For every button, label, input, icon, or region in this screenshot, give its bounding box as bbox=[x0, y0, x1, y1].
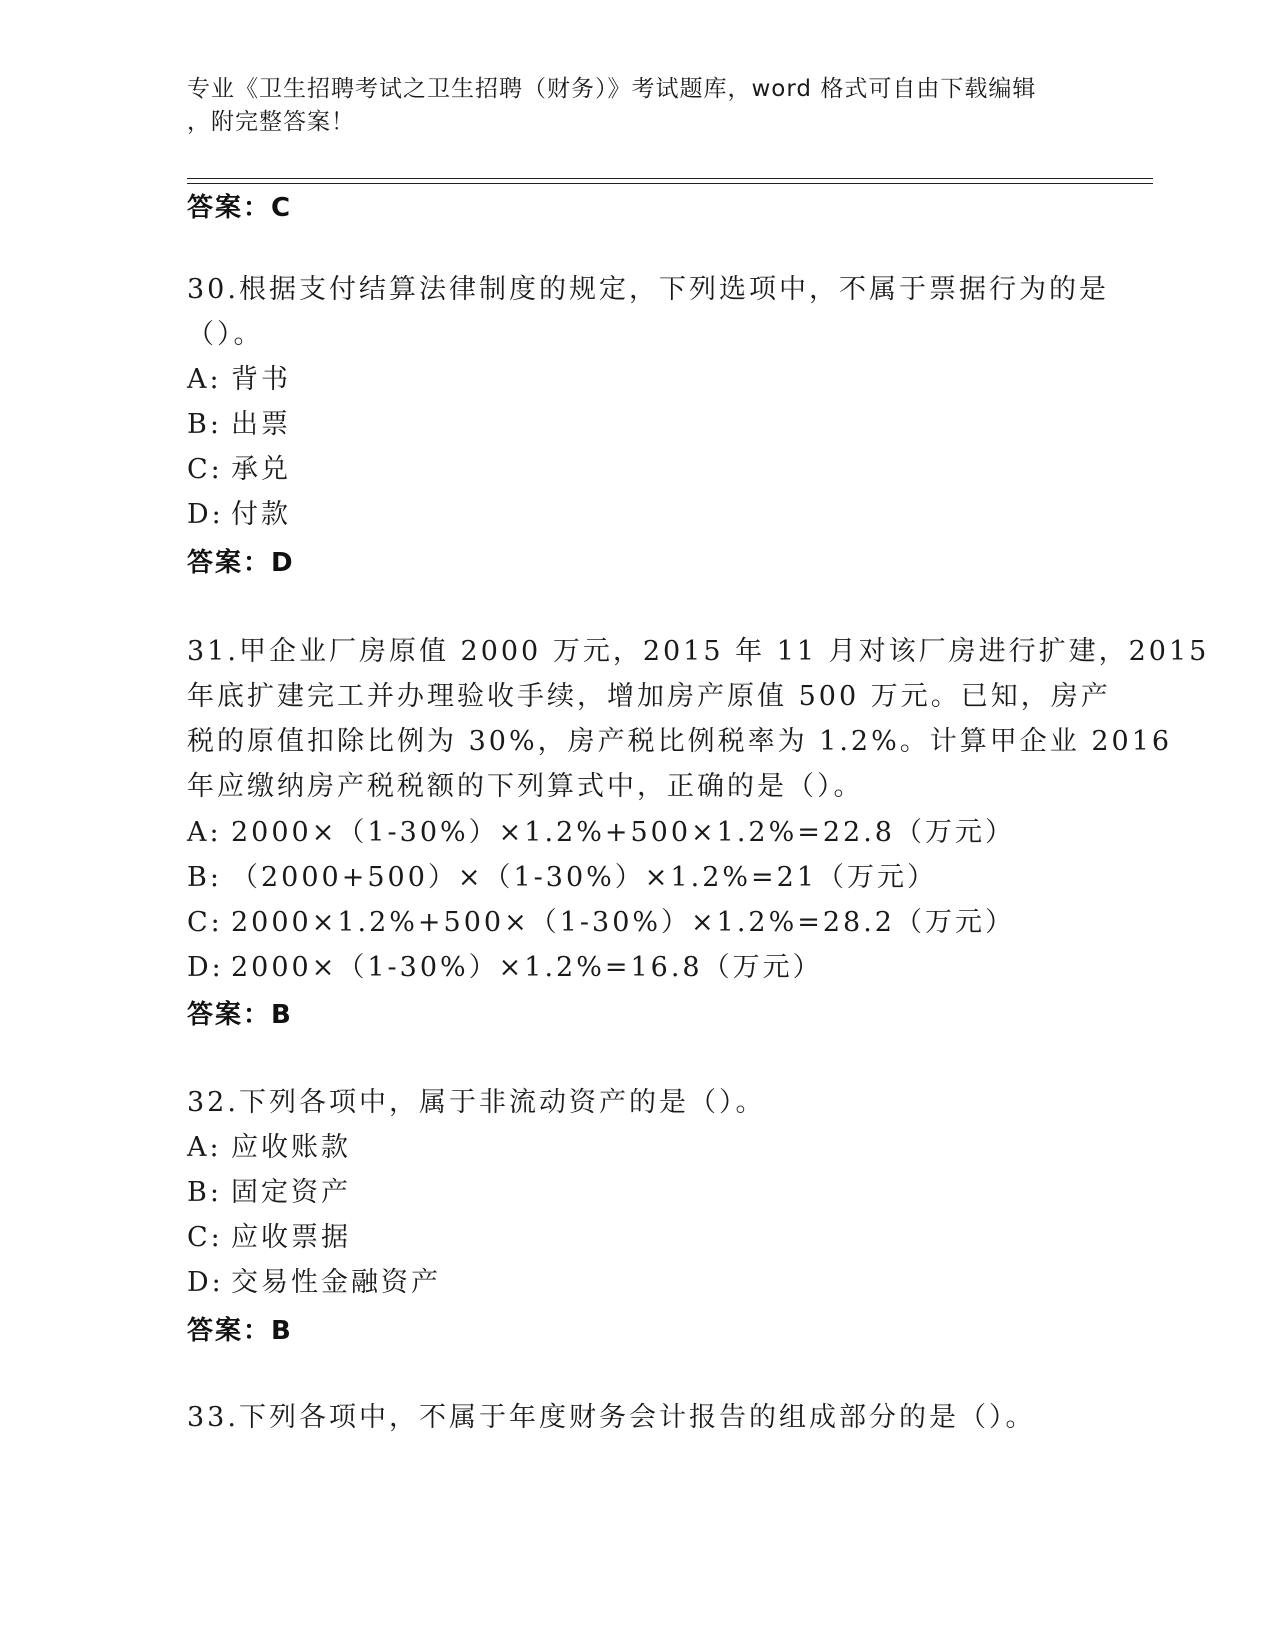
answer-prev: 答案：C bbox=[187, 193, 293, 223]
header-rule-top bbox=[187, 178, 1153, 179]
q31-option-a bbox=[187, 815, 1015, 851]
option-letter: D: bbox=[187, 499, 224, 530]
q31-option-d bbox=[187, 950, 823, 986]
option-letter: A: bbox=[187, 364, 222, 395]
option-text: 应收账款 bbox=[231, 1132, 351, 1163]
option-text: （2000+500）×（1-30%）×1.2%=21（万元） bbox=[231, 862, 938, 893]
q33-stem-line-1: 33.下列各项中，不属于年度财务会计报告的组成部分的是（）。 bbox=[187, 1402, 1036, 1433]
option-text: 承兑 bbox=[231, 454, 291, 485]
q30-option-c bbox=[187, 452, 291, 488]
q32-option-c bbox=[187, 1220, 351, 1256]
option-text: 应收票据 bbox=[231, 1222, 351, 1253]
q32-answer: 答案：B bbox=[187, 1316, 293, 1346]
option-text: 付款 bbox=[231, 499, 291, 530]
q32-option-d bbox=[187, 1265, 441, 1301]
q30-option-b bbox=[187, 407, 291, 443]
option-text: 2000×（1-30%）×1.2%=16.8（万元） bbox=[231, 952, 823, 983]
option-text: 出票 bbox=[231, 409, 291, 440]
option-letter: B: bbox=[187, 862, 222, 893]
option-text: 固定资产 bbox=[231, 1177, 351, 1208]
option-letter: D: bbox=[187, 952, 224, 983]
q30-answer: 答案：D bbox=[187, 548, 295, 578]
option-letter: A: bbox=[187, 817, 222, 848]
option-letter: D: bbox=[187, 1267, 224, 1298]
q31-stem-line-3: 税的原值扣除比例为 30%，房产税比例税率为 1.2%。计算甲企业 2016 bbox=[187, 726, 1173, 757]
q32-option-a bbox=[187, 1130, 351, 1166]
q30-option-a bbox=[187, 362, 291, 398]
q32-stem-line-1: 32.下列各项中，属于非流动资产的是（）。 bbox=[187, 1087, 766, 1118]
document-header bbox=[187, 73, 1067, 139]
header-rule-bottom bbox=[187, 183, 1153, 184]
q31-stem-line-4: 年应缴纳房产税税额的下列算式中，正确的是（）。 bbox=[187, 771, 864, 802]
q30-stem-line-1: 30.根据支付结算法律制度的规定，下列选项中，不属于票据行为的是 bbox=[187, 274, 1109, 305]
option-letter: C: bbox=[187, 907, 223, 938]
q30-option-d bbox=[187, 497, 291, 533]
option-letter: B: bbox=[187, 1177, 222, 1208]
option-text: 2000×（1-30%）×1.2%+500×1.2%=22.8（万元） bbox=[231, 817, 1015, 848]
q31-stem-line-2: 年底扩建完工并办理验收手续，增加房产原值 500 万元。已知，房产 bbox=[187, 681, 1111, 712]
q30-stem-line-2: （）。 bbox=[187, 319, 264, 350]
q32-option-b bbox=[187, 1175, 351, 1211]
q31-answer: 答案：B bbox=[187, 1000, 293, 1030]
option-text: 背书 bbox=[231, 364, 291, 395]
header-line-2: ，附完整答案！ bbox=[187, 109, 355, 135]
q31-option-c bbox=[187, 905, 1015, 941]
option-letter: A: bbox=[187, 1132, 222, 1163]
option-letter: C: bbox=[187, 454, 223, 485]
header-line-1: 专业《卫生招聘考试之卫生招聘（财务）》考试题库，word 格式可自由下载编辑 bbox=[187, 76, 1037, 102]
q31-stem-line-1: 31.甲企业厂房原值 2000 万元，2015 年 11 月对该厂房进行扩建，2015 bbox=[187, 636, 1210, 667]
option-text: 2000×1.2%+500×（1-30%）×1.2%=28.2（万元） bbox=[231, 907, 1015, 938]
option-text: 交易性金融资产 bbox=[231, 1267, 441, 1298]
option-letter: C: bbox=[187, 1222, 223, 1253]
q31-option-b bbox=[187, 860, 937, 896]
option-letter: B: bbox=[187, 409, 222, 440]
